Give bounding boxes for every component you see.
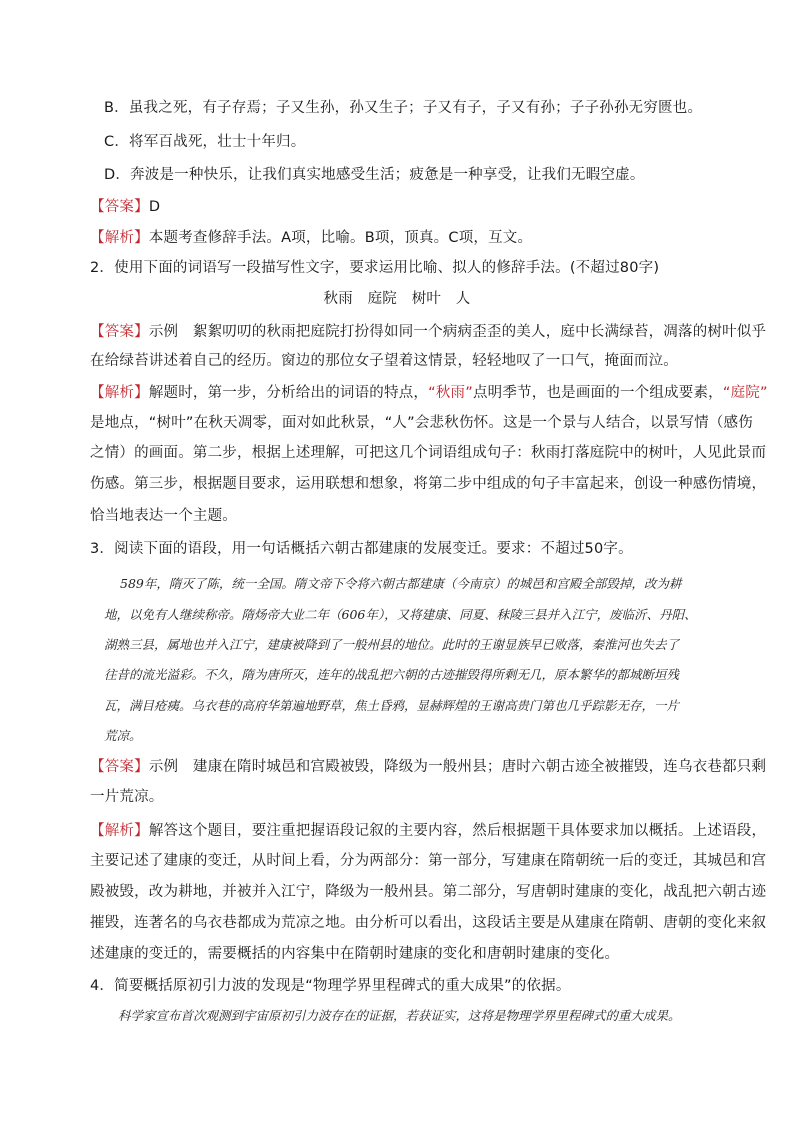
q3-passage-line: 589年，隋灭了陈，统一全国。隋文帝下令将六朝古都建康（今南京）的城邑和宫殿全部毁掉，改为耕 xyxy=(120,576,682,591)
answer-label: 【答案】 xyxy=(90,759,149,775)
q2-analysis-line-4: 伤感。第三步，根据题目要求，运用联想和想象，将第二步中组成的句子丰富起来，创设一种感伤情境， xyxy=(90,476,767,492)
analysis-label: 【解析】 xyxy=(90,385,149,401)
analysis-label: 【解析】 xyxy=(90,230,149,246)
option-b: B．虽我之死，有子存焉；子又生孙，孙又生子；子又有子，子又有孙；子子孙孙无穷匮也。 xyxy=(104,100,703,116)
q2-analysis-line-1 xyxy=(90,383,768,403)
option-d: D．奔波是一种快乐，让我们真实地感受生活；疲惫是一种享受，让我们无暇空虚。 xyxy=(104,167,645,183)
q4-passage-line: 科学家宣布首次观测到宇宙原初引力波存在的证据，若获证实，这将是物理学界里程碑式的重大成果。 xyxy=(118,1008,681,1023)
q3-analysis-line-4: 摧毁，连著名的乌衣巷都成为荒凉之地。由分析可以看出，这段话主要是从建康在隋朝、唐朝的变化来叙 xyxy=(90,915,767,931)
analysis-label: 【解析】 xyxy=(90,823,149,839)
answer-text: 示例 建康在隋时城邑和宫殿被毁，降级为一般州县；唐时六朝古迹全被摧毁，连乌衣巷都只剩 xyxy=(148,759,767,775)
highlight-autumn-rain: “秋雨” xyxy=(428,385,473,401)
q2-answer-line-2: 在给绿苔讲述着自己的经历。窗边的那位女子望着这情景，轻轻地叹了一口气，掩面而泣。 xyxy=(90,353,678,369)
q3-question: 3．阅读下面的语段，用一句话概括六朝古都建康的发展变迁。要求：不超过50字。 xyxy=(90,541,633,557)
answer-text: D xyxy=(148,199,161,215)
q2-question: 2．使用下面的词语写一段描写性文字，要求运用比喻、拟人的修辞手法。(不超过80字) xyxy=(90,260,660,276)
q3-analysis-line-1 xyxy=(90,821,766,841)
q3-passage-line: 地，以免有人继续称帝。隋炀帝大业二年（606年），又将建康、同夏、秣陵三县并入江宁，废临沂、丹阳、 xyxy=(104,607,697,622)
q3-answer-line-1 xyxy=(90,757,766,777)
option-c: C．将军百战死，壮士十年归。 xyxy=(104,134,306,150)
q2-answer-line-1 xyxy=(90,322,766,342)
q2-analysis-line-5: 恰当地表达一个主题。 xyxy=(90,508,237,524)
q2-analysis-line-3: 之情）的画面。第二步，根据上述理解，可把这几个词语组成句子：秋雨打落庭院中的树叶，人见此景而 xyxy=(90,445,767,461)
analysis-text: 本题考查修辞手法。A项，比喻。B项，顶真。C项，互文。 xyxy=(148,230,533,246)
q3-passage-line: 湖熟三县，属地也并入江宁，建康被降到了一般州县的地位。此时的王谢显族早已败落，秦淮河也失去了 xyxy=(104,637,680,652)
q3-passage-line: 瓦，满目疮痍。乌衣巷的高府华第遍地野草，焦土昏鸦，显赫辉煌的王谢高贵门第也几乎踪影无存，一片 xyxy=(104,698,680,713)
analysis-text: 解题时，第一步，分析给出的词语的特点， xyxy=(148,385,429,401)
q2-analysis-line-2: 是地点，“树叶”在秋天凋零，面对如此秋景，“人”会悲秋伤怀。这是一个景与人结合，以景写情（感伤 xyxy=(90,415,753,431)
q3-passage-line: 往昔的流光溢彩。不久，隋为唐所灭，连年的战乱把六朝的古迹摧毁得所剩无几，原本繁华的都城断垣残 xyxy=(104,667,680,682)
answer-label: 【答案】 xyxy=(90,199,149,215)
q1-answer xyxy=(90,197,160,217)
highlight-courtyard: “庭院” xyxy=(722,385,768,401)
q2-words: 秋雨 庭院 树叶 人 xyxy=(323,291,471,307)
analysis-text: 点明季节，也是画面的一个组成要素， xyxy=(472,385,723,401)
analysis-text: 解答这个题目，要注重把握语段记叙的主要内容，然后根据题干具体要求加以概括。上述语段， xyxy=(148,823,767,839)
q3-analysis-line-2: 主要记述了建康的变迁，从时间上看，分为两部分：第一部分，写建康在隋朝统一后的变迁，其城邑和宫 xyxy=(90,853,767,869)
q3-analysis-line-5: 述建康的变迁的，需要概括的内容集中在隋朝时建康的变化和唐朝时建康的变化。 xyxy=(90,946,620,962)
q3-answer-line-2: 一片荒凉。 xyxy=(90,789,164,805)
answer-label: 【答案】 xyxy=(90,324,149,340)
answer-text: 示例 絮絮叨叨的秋雨把庭院打扮得如同一个病病歪歪的美人，庭中长满绿苔，凋落的树叶似乎 xyxy=(148,324,767,340)
q3-passage-line: 荒凉。 xyxy=(104,728,142,743)
q4-question: 4．简要概括原初引力波的发现是“物理学界里程碑式的重大成果”的依据。 xyxy=(90,978,571,994)
q3-analysis-line-3: 殿被毁，改为耕地，并被并入江宁，降级为一般州县。第二部分，写唐朝时建康的变化，战乱把六朝古迹 xyxy=(90,884,767,900)
q1-analysis xyxy=(90,228,532,248)
